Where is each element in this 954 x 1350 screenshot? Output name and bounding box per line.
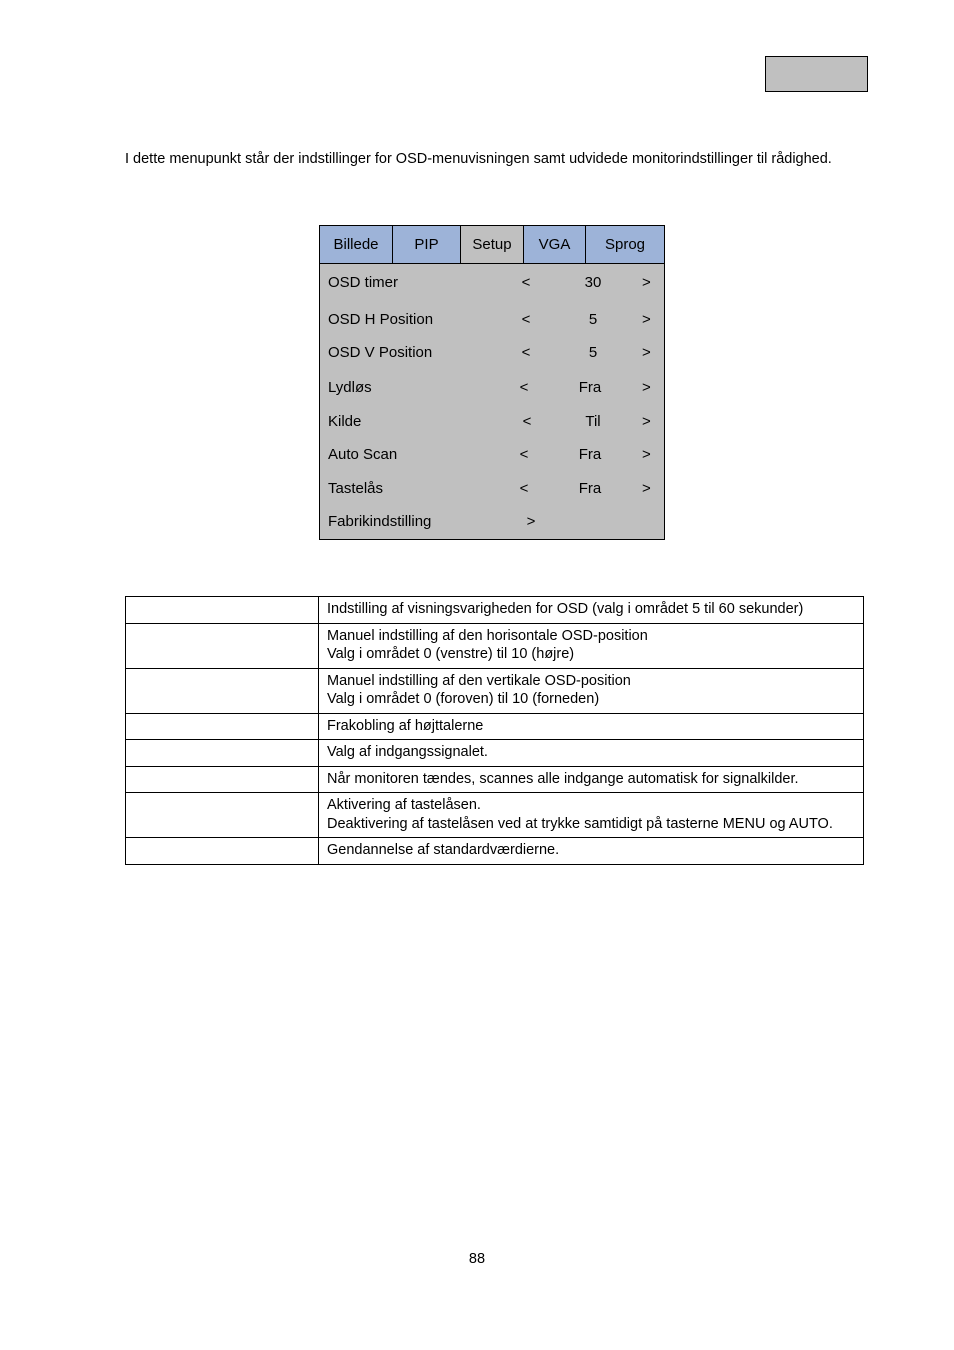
description-line: Valg i området 0 (foroven) til 10 (forneden) <box>327 691 600 707</box>
row-value: Fra <box>578 379 602 396</box>
table-row <box>126 793 864 838</box>
description-line: Manuel indstilling af den horisontale OSD-position <box>327 627 648 644</box>
decrease-arrow-icon[interactable]: < <box>521 344 531 361</box>
table-row <box>126 838 864 865</box>
table-row <box>126 713 864 740</box>
increase-arrow-icon[interactable]: > <box>642 413 651 430</box>
decrease-arrow-icon[interactable]: < <box>519 480 529 497</box>
row-label: OSD H Position <box>328 311 434 328</box>
setting-description-cell <box>319 838 864 865</box>
description-line: Gendannelse af standardværdierne. <box>327 842 560 858</box>
tab-pip[interactable]: PIP <box>393 226 461 263</box>
decrease-arrow-icon[interactable]: < <box>521 311 531 328</box>
row-value: Fra <box>578 446 602 463</box>
row-label: OSD timer <box>328 274 399 291</box>
enter-arrow-icon[interactable]: > <box>526 513 536 530</box>
page-number: 88 <box>468 1251 486 1267</box>
row-value: 5 <box>588 344 598 361</box>
decrease-arrow-icon[interactable]: < <box>519 446 529 463</box>
setting-description-cell <box>319 713 864 740</box>
increase-arrow-icon[interactable]: > <box>642 274 651 291</box>
setting-description-cell <box>319 793 864 838</box>
osd-menu <box>319 225 665 540</box>
row-label: Auto Scan <box>328 446 398 463</box>
description-line: Indstilling af visningsvarigheden for OSD (valg i området 5 til 60 sekunder) <box>327 601 804 617</box>
intro-text: I dette menupunkt står der indstillinger for OSD-menuvisningen samt udvidede monitorindstillinger til rådighed. <box>125 151 832 167</box>
row-value: Fra <box>578 480 602 497</box>
row-value: 5 <box>588 311 598 328</box>
setting-name-cell <box>126 713 319 740</box>
increase-arrow-icon[interactable]: > <box>642 446 651 463</box>
osd-row-osd-timer[interactable] <box>320 272 664 294</box>
description-line: Når monitoren tændes, scannes alle indgange automatisk for signalkilder. <box>327 770 799 787</box>
tab-vga[interactable]: VGA <box>524 226 586 263</box>
setting-name-cell <box>126 740 319 767</box>
row-label: Tastelås <box>328 480 384 497</box>
osd-row-fabrikindstilling[interactable] <box>320 511 664 533</box>
description-line: Manuel indstilling af den vertikale OSD-position <box>327 672 631 689</box>
row-label: Lydløs <box>328 379 372 396</box>
increase-arrow-icon[interactable]: > <box>642 344 651 361</box>
description-line: Frakobling af højttalerne <box>327 717 484 734</box>
setting-description-cell <box>319 623 864 668</box>
increase-arrow-icon[interactable]: > <box>642 480 651 497</box>
row-label: OSD V Position <box>328 344 433 361</box>
table-row <box>126 766 864 793</box>
osd-row-h-position[interactable] <box>320 309 664 331</box>
row-value: 30 <box>584 274 602 291</box>
description-line: Aktivering af tastelåsen. <box>327 797 481 813</box>
decrease-arrow-icon[interactable]: < <box>522 413 532 430</box>
tab-billede[interactable]: Billede <box>320 226 393 263</box>
setting-description-cell <box>319 766 864 793</box>
setting-description-cell <box>319 668 864 713</box>
setting-description-cell <box>319 597 864 624</box>
description-line: Valg af indgangssignalet. <box>327 744 488 760</box>
description-line: Deaktivering af tastelåsen ved at trykke samtidigt på tasterne MENU og AUTO. <box>327 815 833 832</box>
osd-tab-bar <box>320 226 664 264</box>
osd-row-kilde[interactable] <box>320 411 664 433</box>
row-value: Til <box>585 413 601 430</box>
setting-name-cell <box>126 668 319 713</box>
tab-sprog[interactable]: Sprog <box>586 226 664 263</box>
increase-arrow-icon[interactable]: > <box>642 311 651 328</box>
row-label: Kilde <box>328 413 362 430</box>
tab-setup[interactable]: Setup <box>461 226 524 263</box>
osd-row-auto-scan[interactable] <box>320 444 664 466</box>
osd-row-lydlos[interactable] <box>320 377 664 399</box>
table-row <box>126 740 864 767</box>
setting-name-cell <box>126 597 319 624</box>
osd-row-tastelas[interactable] <box>320 478 664 500</box>
table-row <box>126 668 864 713</box>
description-line: Valg i området 0 (venstre) til 10 (højre) <box>327 646 575 662</box>
header-gray-box <box>765 56 868 92</box>
setting-name-cell <box>126 793 319 838</box>
setting-description-cell <box>319 740 864 767</box>
row-label: Fabrikindstilling <box>328 513 432 530</box>
decrease-arrow-icon[interactable]: < <box>521 274 531 291</box>
table-row <box>126 623 864 668</box>
setting-name-cell <box>126 838 319 865</box>
settings-description-table <box>125 596 864 865</box>
osd-row-v-position[interactable] <box>320 342 664 364</box>
decrease-arrow-icon[interactable]: < <box>519 379 529 396</box>
table-row <box>126 597 864 624</box>
increase-arrow-icon[interactable]: > <box>642 379 651 396</box>
setting-name-cell <box>126 766 319 793</box>
setting-name-cell <box>126 623 319 668</box>
